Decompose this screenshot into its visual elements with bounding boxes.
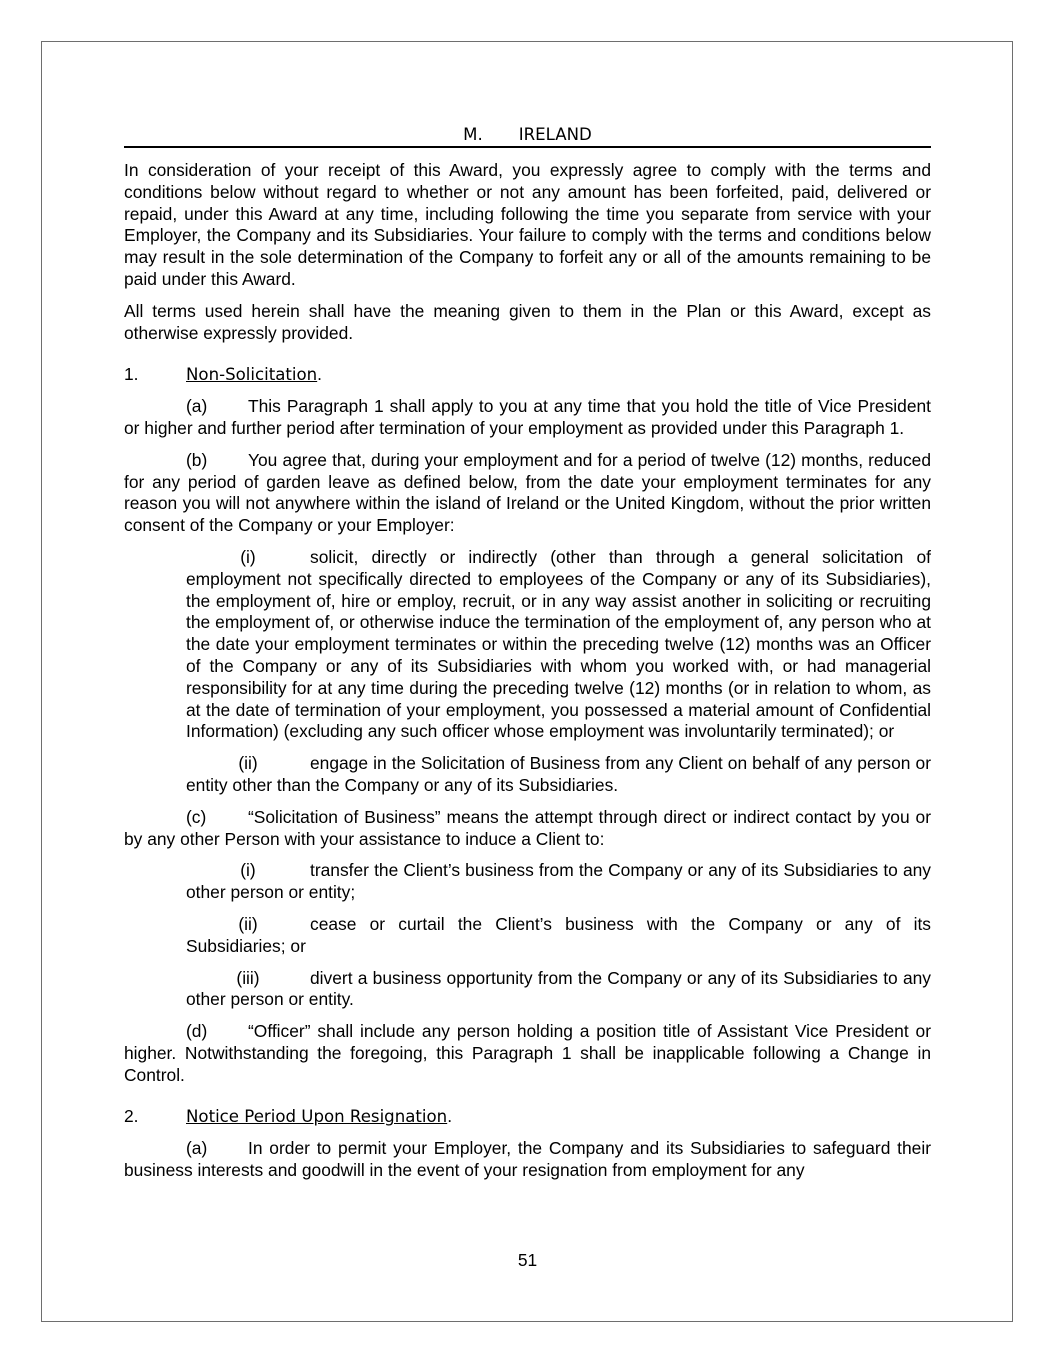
clause-1b-i bbox=[186, 547, 931, 743]
heading-title: IRELAND bbox=[518, 125, 592, 144]
clause-1b-i-label: (i) bbox=[240, 546, 256, 567]
clause-1a-label: (a) bbox=[186, 396, 208, 417]
clause-1c-ii-label: (ii) bbox=[238, 913, 258, 934]
clause-1d-text: “Officer” shall include any person holding a position title of Assistant Vice President or higher. Notwithstanding the foregoing, this Paragraph 1 shall be inapplicable following a Change in Control. bbox=[124, 1021, 931, 1085]
intro-paragraph-2: All terms used herein shall have the meaning given to them in the Plan or this Award, except as otherwise expressly provided. bbox=[124, 300, 931, 343]
section-heading bbox=[124, 124, 931, 148]
clause-1c-text: “Solicitation of Business” means the attempt through direct or indirect contact by you or by any other Person with your assistance to induce a Client to: bbox=[124, 806, 931, 849]
clause-1d-label: (d) bbox=[186, 1021, 208, 1042]
section-2-heading: 2. Notice Period Upon Resignation. bbox=[124, 1106, 453, 1127]
section-1-number: 1. bbox=[124, 364, 139, 385]
clause-1b-ii-text: engage in the Solicitation of Business from any Client on behalf of any person or entity other than the Company or any of its Subsidiaries. bbox=[186, 753, 931, 795]
clause-1c-i-text: transfer the Client’s business from the Company or any of its Subsidiaries to any other person or entity; bbox=[186, 860, 931, 903]
clause-1a-text: This Paragraph 1 shall apply to you at any time that you hold the title of Vice President or higher and further period after termination of your employment as provided under this Paragraph 1. bbox=[124, 396, 931, 438]
clause-1c-iii-text: divert a business opportunity from the Company or any of its Subsidiaries to any other person or entity. bbox=[186, 967, 931, 1010]
clause-1b-ii bbox=[186, 753, 931, 797]
clause-1b-i-text: solicit, directly or indirectly (other than through a general solicitation of employment not specifically directed to employees of the Company or any of its Subsidiaries), the employment of, hire or employ, recruit, or in any way assist another in soliciting or recruiting the employment of, or otherwise induce the termination of the employment of, any person who at the date your employment terminates or within the preceding twelve (12) months was an Officer of the Company or any of its Subsidiaries with whom you worked with, or had managerial responsibility for at any time during the preceding twelve (12) months (or in relation to whom, as at the date of termination of your employment, you possessed a material amount of Confidential Information) (excluding any such officer whose employment was involuntarily terminated); or bbox=[186, 546, 931, 742]
clause-1c-iii bbox=[186, 968, 931, 1012]
section-2-title: Notice Period Upon Resignation bbox=[186, 1107, 448, 1127]
clause-1c-i bbox=[186, 860, 931, 904]
clause-2a-label: (a) bbox=[186, 1138, 208, 1159]
clause-1c-ii-text: cease or curtail the Client’s business with the Company or any of its Subsidiaries; or bbox=[186, 913, 931, 956]
clause-1d bbox=[124, 1021, 931, 1086]
heading-letter: M. bbox=[463, 125, 483, 144]
intro-paragraph-1: In consideration of your receipt of this Award, you expressly agree to comply with the terms and conditions below without regard to whether or not any amount has been forfeited, paid, delivered or repaid, under this Award at any time, including following the time you separate from service with your Employer, the Company and its Subsidiaries. Your failure to comply with the terms and conditions below may result in the sole determination of the Company to forfeit any or all of the amounts remaining to be paid under this Award. bbox=[124, 160, 931, 289]
section-1-heading: 1. Non-Solicitation. bbox=[124, 364, 323, 385]
clause-1b-ii-label: (ii) bbox=[238, 753, 258, 774]
clause-1b-label: (b) bbox=[186, 449, 208, 470]
clause-1c-ii bbox=[186, 914, 931, 958]
clause-1b bbox=[124, 450, 931, 537]
clause-1c-label: (c) bbox=[186, 806, 207, 827]
section-2-number: 2. bbox=[124, 1106, 139, 1127]
clause-1a bbox=[124, 396, 931, 440]
clause-1c bbox=[124, 807, 931, 851]
page-number: 51 bbox=[517, 1250, 538, 1270]
clause-1c-iii-label: (iii) bbox=[236, 967, 260, 988]
clause-1b-text: You agree that, during your employment and for a period of twelve (12) months, reduced for any period of garden leave as defined below, from the date your employment terminates for any reason you will not anywhere within the island of Ireland or the United Kingdom, without the prior written consent of the Company or your Employer: bbox=[124, 449, 931, 536]
clause-2a bbox=[124, 1138, 931, 1182]
clause-2a-text: In order to permit your Employer, the Company and its Subsidiaries to safeguard their business interests and goodwill in the event of your resignation from employment for any bbox=[124, 1138, 931, 1181]
document-body bbox=[124, 124, 931, 1192]
section-1-title: Non-Solicitation bbox=[186, 365, 318, 385]
clause-1c-i-label: (i) bbox=[240, 860, 256, 881]
